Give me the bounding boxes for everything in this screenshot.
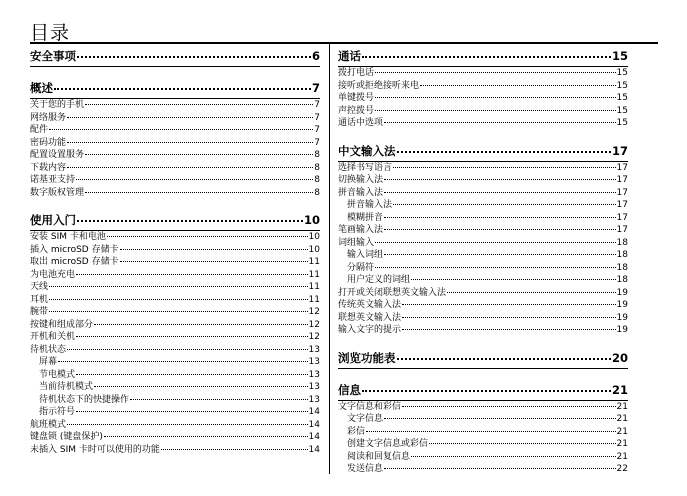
toc-section-heading[interactable] (338, 47, 628, 67)
dot-leader (397, 151, 611, 153)
entry-page-number: 12 (308, 332, 320, 342)
dot-leader (67, 167, 313, 168)
toc-entry[interactable] (338, 92, 628, 105)
dot-leader (76, 374, 308, 375)
dot-leader (384, 192, 616, 193)
toc-entry[interactable] (30, 112, 320, 125)
toc-subentry[interactable] (338, 262, 628, 275)
toc-subentry[interactable] (30, 369, 320, 382)
toc-entry[interactable] (30, 174, 320, 187)
dot-leader (77, 220, 303, 222)
section-page-number: 17 (611, 143, 628, 158)
dot-leader (67, 349, 308, 350)
entry-page-number: 21 (616, 414, 628, 424)
entry-title: 笔画输入法 (338, 225, 384, 235)
dot-leader (366, 431, 616, 432)
entry-title: 文字信息 (347, 414, 384, 424)
entry-page-number: 19 (616, 312, 628, 323)
entry-title: 数字版权管理 (30, 187, 85, 198)
dot-leader (76, 336, 308, 337)
entry-page-number: 15 (616, 105, 628, 116)
dot-leader (384, 418, 616, 419)
toc-section-heading[interactable] (30, 47, 320, 67)
dot-leader (384, 179, 616, 180)
entry-page-number: 7 (314, 112, 320, 123)
dot-leader (104, 436, 308, 437)
entry-page-number: 19 (616, 300, 628, 310)
toc-entry[interactable] (338, 237, 628, 250)
toc-subentry[interactable] (338, 274, 628, 287)
entry-title: 开机和关机 (30, 332, 76, 342)
entry-title: 诺基亚支持 (30, 175, 76, 185)
dot-leader (402, 406, 616, 407)
section-title: 中文输入法 (338, 143, 396, 158)
toc-entry[interactable] (30, 231, 320, 244)
toc-entry[interactable] (30, 281, 320, 294)
toc-subentry[interactable] (338, 438, 628, 451)
entry-title: 未插入 SIM 卡时可以使用的功能 (30, 444, 160, 455)
section-title: 安全事项 (30, 49, 76, 63)
toc-entry[interactable] (30, 331, 320, 344)
entry-title: 屏幕 (39, 357, 58, 367)
entry-page-number: 13 (308, 382, 320, 392)
entry-title: 发送信息 (347, 464, 384, 474)
dot-leader (76, 274, 308, 275)
dot-leader (49, 129, 313, 130)
toc-section-heading[interactable] (30, 79, 320, 99)
dot-leader (375, 97, 616, 98)
dot-leader (94, 324, 308, 325)
entry-page-number: 19 (616, 325, 628, 335)
toc-entry[interactable] (30, 162, 320, 175)
entry-page-number: 15 (616, 80, 628, 91)
page-title: 目录 (30, 22, 71, 44)
entry-page-number: 15 (616, 68, 628, 78)
dot-leader (58, 361, 308, 362)
toc-subentry[interactable] (30, 394, 320, 407)
entry-title: 待机状态下的快捷操作 (39, 394, 130, 405)
dot-leader (402, 304, 616, 305)
entry-page-number: 7 (314, 100, 320, 110)
entry-page-number: 7 (314, 125, 320, 135)
toc-entry[interactable] (30, 319, 320, 332)
entry-title: 当前待机模式 (39, 382, 94, 392)
section-page-number: 20 (611, 350, 628, 365)
section-gap (338, 130, 628, 142)
entry-title: 选择书写语言 (338, 162, 393, 173)
entry-page-number: 8 (314, 175, 320, 185)
toc-entry[interactable] (30, 269, 320, 282)
entry-page-number: 21 (616, 451, 628, 462)
toc-left-column (30, 47, 320, 456)
entry-page-number: 15 (616, 118, 628, 128)
entry-title: 分隔符 (347, 262, 375, 273)
entry-title: 创建文字信息或彩信 (347, 439, 429, 449)
entry-page-number: 10 (308, 244, 320, 255)
entry-title: 通话中选项 (338, 118, 384, 128)
toc-right-column (338, 47, 628, 476)
dot-leader (76, 411, 308, 412)
dot-leader (384, 468, 616, 469)
toc-entry[interactable] (30, 124, 320, 137)
dot-leader (362, 390, 611, 392)
dot-leader (411, 279, 616, 280)
toc-entry[interactable] (338, 312, 628, 325)
toc-entry[interactable] (338, 105, 628, 118)
entry-page-number: 13 (308, 357, 320, 367)
toc-entry[interactable] (30, 444, 320, 457)
dot-leader (384, 217, 616, 218)
entry-title: 单键拨号 (338, 93, 375, 103)
entry-title: 耳机 (30, 294, 49, 305)
toc-entry[interactable] (338, 162, 628, 175)
dot-leader (384, 122, 616, 123)
dot-leader (402, 329, 616, 330)
dot-leader (384, 229, 616, 230)
entry-title: 待机状态 (30, 344, 67, 355)
section-gap (338, 369, 628, 381)
toc-subentry[interactable] (338, 413, 628, 426)
dot-leader (429, 443, 616, 444)
toc-subentry[interactable] (30, 356, 320, 369)
entry-page-number: 21 (616, 439, 628, 449)
toc-subentry[interactable] (30, 381, 320, 394)
section-title: 通话 (338, 49, 361, 63)
dot-leader (362, 56, 611, 58)
dot-leader (120, 249, 308, 250)
entry-title: 阅读和回复信息 (347, 451, 411, 462)
entry-page-number: 11 (308, 269, 320, 280)
entry-title: 配件 (30, 125, 49, 135)
entry-page-number: 12 (308, 307, 320, 317)
entry-title: 输入文字的提示 (338, 325, 402, 335)
entry-title: 按键和组成部分 (30, 319, 94, 330)
entry-page-number: 10 (308, 232, 320, 242)
dot-leader (49, 286, 308, 287)
entry-page-number: 18 (616, 237, 628, 248)
dot-leader (107, 236, 308, 237)
section-title: 信息 (338, 382, 361, 397)
entry-page-number: 14 (308, 432, 320, 442)
entry-page-number: 17 (616, 175, 628, 185)
entry-title: 天线 (30, 282, 49, 292)
toc-entry[interactable] (30, 99, 320, 112)
entry-title: 节电模式 (39, 369, 76, 380)
dot-leader (420, 85, 616, 86)
dot-leader (67, 424, 308, 425)
entry-title: 密码功能 (30, 137, 67, 148)
entry-page-number: 19 (616, 287, 628, 298)
dot-leader (447, 292, 616, 293)
toc-entry[interactable] (338, 224, 628, 237)
entry-page-number: 13 (308, 394, 320, 405)
toc-entry[interactable] (338, 324, 628, 337)
entry-title: 切换输入法 (338, 175, 384, 185)
entry-title: 拼音输入法 (347, 200, 393, 210)
dot-leader (384, 254, 616, 255)
entry-page-number: 17 (616, 200, 628, 210)
dot-leader (402, 317, 616, 318)
section-gap (30, 199, 320, 211)
entry-page-number: 17 (616, 225, 628, 235)
entry-title: 插入 microSD 存储卡 (30, 244, 119, 255)
toc-entry[interactable] (338, 117, 628, 130)
toc-entry[interactable] (30, 294, 320, 307)
entry-title: 联想英文输入法 (338, 312, 402, 323)
section-title: 浏览功能表 (338, 350, 396, 365)
toc-entry[interactable] (30, 187, 320, 200)
entry-page-number: 15 (616, 93, 628, 103)
dot-leader (161, 449, 308, 450)
entry-title: 词组输入 (338, 237, 375, 248)
dot-leader (393, 167, 616, 168)
entry-page-number: 18 (616, 262, 628, 273)
entry-page-number: 17 (616, 162, 628, 173)
section-gap (30, 67, 320, 79)
entry-title: 配置设置服务 (30, 150, 85, 160)
entry-title: 打开或关闭联想英文输入法 (338, 287, 447, 298)
dot-leader (411, 456, 616, 457)
entry-page-number: 17 (616, 212, 628, 223)
toc-section-heading[interactable] (338, 381, 628, 401)
dot-leader (76, 179, 313, 180)
toc-subentry[interactable] (338, 199, 628, 212)
dot-leader (393, 204, 616, 205)
section-page-number: 21 (611, 382, 628, 397)
entry-title: 输入词组 (347, 250, 384, 260)
entry-page-number: 11 (308, 257, 320, 267)
entry-title: 航班模式 (30, 419, 67, 430)
entry-title: 文字信息和彩信 (338, 401, 402, 412)
toc-entry[interactable] (30, 149, 320, 162)
dot-leader (54, 88, 311, 90)
toc-entry[interactable] (30, 344, 320, 357)
dot-leader (85, 154, 313, 155)
entry-page-number: 8 (314, 150, 320, 160)
toc-subentry[interactable] (30, 406, 320, 419)
entry-title: 用户定义的词组 (347, 275, 411, 285)
entry-title: 网络服务 (30, 112, 67, 123)
entry-title: 键盘锁 (键盘保护) (30, 432, 103, 442)
section-title: 使用入门 (30, 213, 76, 227)
entry-title: 拨打电话 (338, 68, 375, 78)
toc-section-heading[interactable] (338, 349, 628, 369)
entry-page-number: 11 (308, 294, 320, 305)
dot-leader (397, 358, 611, 360)
toc-entry[interactable] (30, 306, 320, 319)
section-gap (338, 337, 628, 349)
dot-leader (130, 399, 308, 400)
dot-leader (375, 242, 616, 243)
entry-page-number: 12 (308, 319, 320, 330)
dot-leader (85, 192, 313, 193)
entry-title: 模糊拼音 (347, 212, 384, 223)
entry-page-number: 14 (308, 444, 320, 455)
section-title: 概述 (30, 81, 53, 95)
toc-section-heading[interactable] (30, 211, 320, 231)
toc-subentry[interactable] (338, 426, 628, 439)
entry-page-number: 13 (308, 369, 320, 380)
entry-title: 传统英文输入法 (338, 300, 402, 310)
entry-page-number: 11 (308, 282, 320, 292)
entry-page-number: 17 (616, 187, 628, 198)
dot-leader (120, 261, 308, 262)
column-divider (329, 44, 330, 474)
toc-subentry[interactable] (338, 212, 628, 225)
dot-leader (375, 72, 616, 73)
entry-title: 声控拨号 (338, 105, 375, 116)
entry-title: 接听或拒绝接听来电 (338, 80, 420, 91)
entry-page-number: 8 (314, 162, 320, 173)
toc-entry[interactable] (338, 401, 628, 414)
dot-leader (49, 299, 308, 300)
entry-page-number: 18 (616, 250, 628, 260)
toc-entry[interactable] (338, 187, 628, 200)
entry-page-number: 13 (308, 344, 320, 355)
dot-leader (77, 56, 311, 58)
entry-page-number: 22 (616, 464, 628, 474)
section-page-number: 7 (311, 81, 320, 95)
entry-title: 取出 microSD 存储卡 (30, 257, 119, 267)
toc-entry[interactable] (30, 419, 320, 432)
dot-leader (67, 142, 313, 143)
toc-subentry[interactable] (338, 463, 628, 476)
entry-page-number: 21 (616, 401, 628, 412)
entry-page-number: 8 (314, 187, 320, 198)
entry-title: 指示符号 (39, 407, 76, 417)
title-rule (30, 42, 658, 44)
entry-title: 腕带 (30, 307, 49, 317)
toc-section-heading[interactable] (338, 142, 628, 162)
toc-entry[interactable] (338, 299, 628, 312)
section-page-number: 10 (303, 213, 320, 227)
entry-title: 下载内容 (30, 162, 67, 173)
entry-page-number: 21 (616, 426, 628, 437)
entry-title: 关于您的手机 (30, 100, 85, 110)
section-page-number: 6 (311, 49, 320, 63)
toc-entry[interactable] (338, 80, 628, 93)
toc-entry[interactable] (338, 67, 628, 80)
dot-leader (375, 110, 616, 111)
dot-leader (94, 386, 308, 387)
toc-entry[interactable] (338, 174, 628, 187)
toc-subentry[interactable] (338, 249, 628, 262)
section-page-number: 15 (611, 49, 628, 63)
toc-entry[interactable] (30, 137, 320, 150)
entry-title: 彩信 (347, 426, 366, 437)
toc-entry[interactable] (30, 431, 320, 444)
dot-leader (49, 311, 308, 312)
toc-entry[interactable] (30, 244, 320, 257)
dot-leader (375, 267, 616, 268)
dot-leader (67, 117, 313, 118)
entry-page-number: 7 (314, 137, 320, 148)
toc-subentry[interactable] (338, 451, 628, 464)
entry-title: 拼音输入法 (338, 187, 384, 198)
entry-page-number: 14 (308, 419, 320, 430)
entry-title: 为电池充电 (30, 269, 76, 280)
entry-page-number: 18 (616, 275, 628, 285)
toc-entry[interactable] (338, 287, 628, 300)
dot-leader (85, 104, 313, 105)
entry-page-number: 14 (308, 407, 320, 417)
toc-entry[interactable] (30, 256, 320, 269)
entry-title: 安装 SIM 卡和电池 (30, 232, 106, 242)
